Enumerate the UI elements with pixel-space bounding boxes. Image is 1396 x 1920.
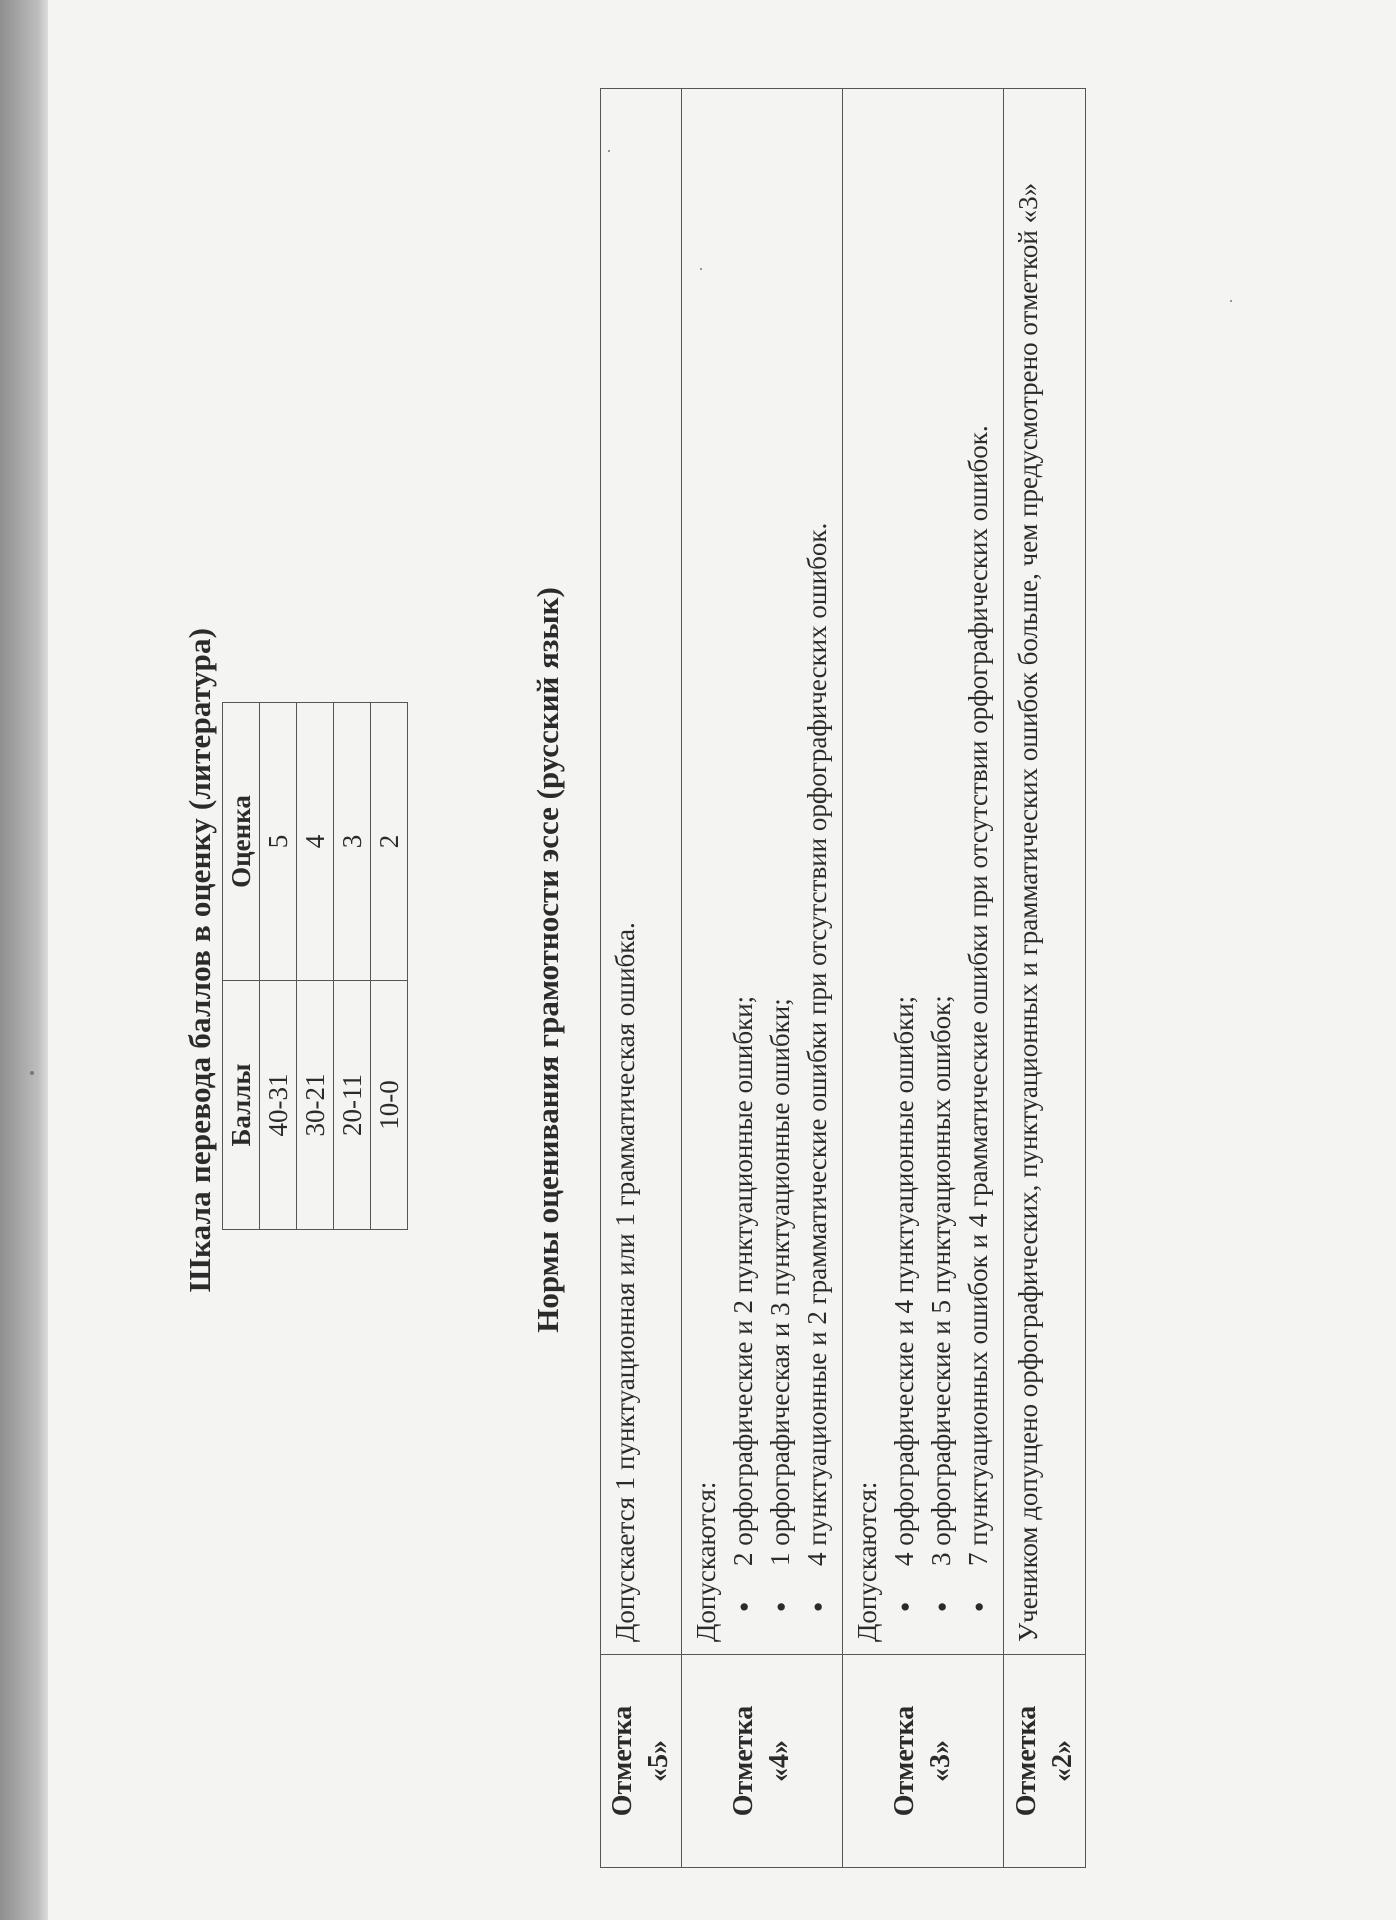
table-row xyxy=(334,703,371,1230)
points-cell: 40-31 xyxy=(260,981,297,1230)
grade-cell: 4 xyxy=(297,703,334,981)
norm-text: Учеником допущено орфографических, пунктуационных и грамматических ошибок больше, чем предусмотрено отметкой «3» xyxy=(1004,89,1086,1655)
list-item: ● 4 пунктуационные и 2 грамматические ошибки при отсутствии орфографических ошибок. xyxy=(799,99,836,1612)
mark-label: Отметка xyxy=(889,1705,920,1817)
points-cell: 10-0 xyxy=(371,981,408,1230)
rotated-page xyxy=(180,50,1180,1870)
norm-intro: Допускаются: xyxy=(691,1481,721,1642)
header-grade: Оценка xyxy=(223,703,260,981)
list-item: ● 1 орфографическая и 3 пунктуационные ошибки; xyxy=(762,99,799,1612)
norm-list xyxy=(725,99,836,1642)
grade-cell: 3 xyxy=(334,703,371,981)
table-row xyxy=(260,703,297,1230)
table-row xyxy=(371,703,408,1230)
norm-list xyxy=(886,99,997,1642)
table-row xyxy=(297,703,334,1230)
list-item: ● 3 орфографические и 5 пунктуационных ошибок; xyxy=(923,99,960,1612)
mark-label: Отметка xyxy=(607,1705,638,1817)
points-cell: 20-11 xyxy=(334,981,371,1230)
grade-cell: 2 xyxy=(371,703,408,981)
mark-cell-2 xyxy=(1004,1655,1086,1868)
score-scale-table xyxy=(222,702,408,1230)
norm-body xyxy=(843,89,1004,1655)
mark-cell-5 xyxy=(601,1655,682,1868)
score-scale-title: Шкала перевода баллов в оценку (литература) xyxy=(182,627,217,1293)
mark-cell-4 xyxy=(682,1655,843,1868)
mark-label: Отметка xyxy=(728,1705,759,1817)
mark-grade: «5» xyxy=(643,1740,674,1782)
header-points: Баллы xyxy=(223,981,260,1230)
mark-grade: «3» xyxy=(925,1740,956,1782)
table-row xyxy=(1004,89,1086,1868)
norm-body xyxy=(682,89,843,1655)
list-item: ● 7 пунктуационных ошибок и 4 грамматические ошибки при отсутствии орфографических ошибок. xyxy=(960,99,997,1612)
norm-intro: Допускаются: xyxy=(852,1481,882,1642)
table-header-row xyxy=(223,703,260,1230)
table-row xyxy=(682,89,843,1868)
list-item: ● 2 орфографические и 2 пунктуационные ошибки; xyxy=(725,99,762,1612)
mark-grade: «2» xyxy=(1046,1740,1078,1782)
mark-cell-3 xyxy=(843,1655,1004,1868)
table-row xyxy=(843,89,1004,1868)
essay-norms-table xyxy=(600,88,1086,1868)
grade-cell: 5 xyxy=(260,703,297,981)
scan-speck xyxy=(30,1071,34,1075)
list-item: ● 4 орфографические и 4 пунктуационные ошибки; xyxy=(886,99,923,1612)
scan-speck xyxy=(1230,300,1232,302)
essay-norms-title: Нормы оценивания грамотности эссе (русский язык) xyxy=(530,587,565,1333)
norm-text: Допускается 1 пунктуационная или 1 грамматическая ошибка. xyxy=(601,89,682,1655)
table-row xyxy=(601,89,682,1868)
scan-edge-shadow xyxy=(0,0,48,1920)
mark-grade: «4» xyxy=(764,1740,795,1782)
mark-label: Отметка xyxy=(1010,1705,1042,1817)
points-cell: 30-21 xyxy=(297,981,334,1230)
